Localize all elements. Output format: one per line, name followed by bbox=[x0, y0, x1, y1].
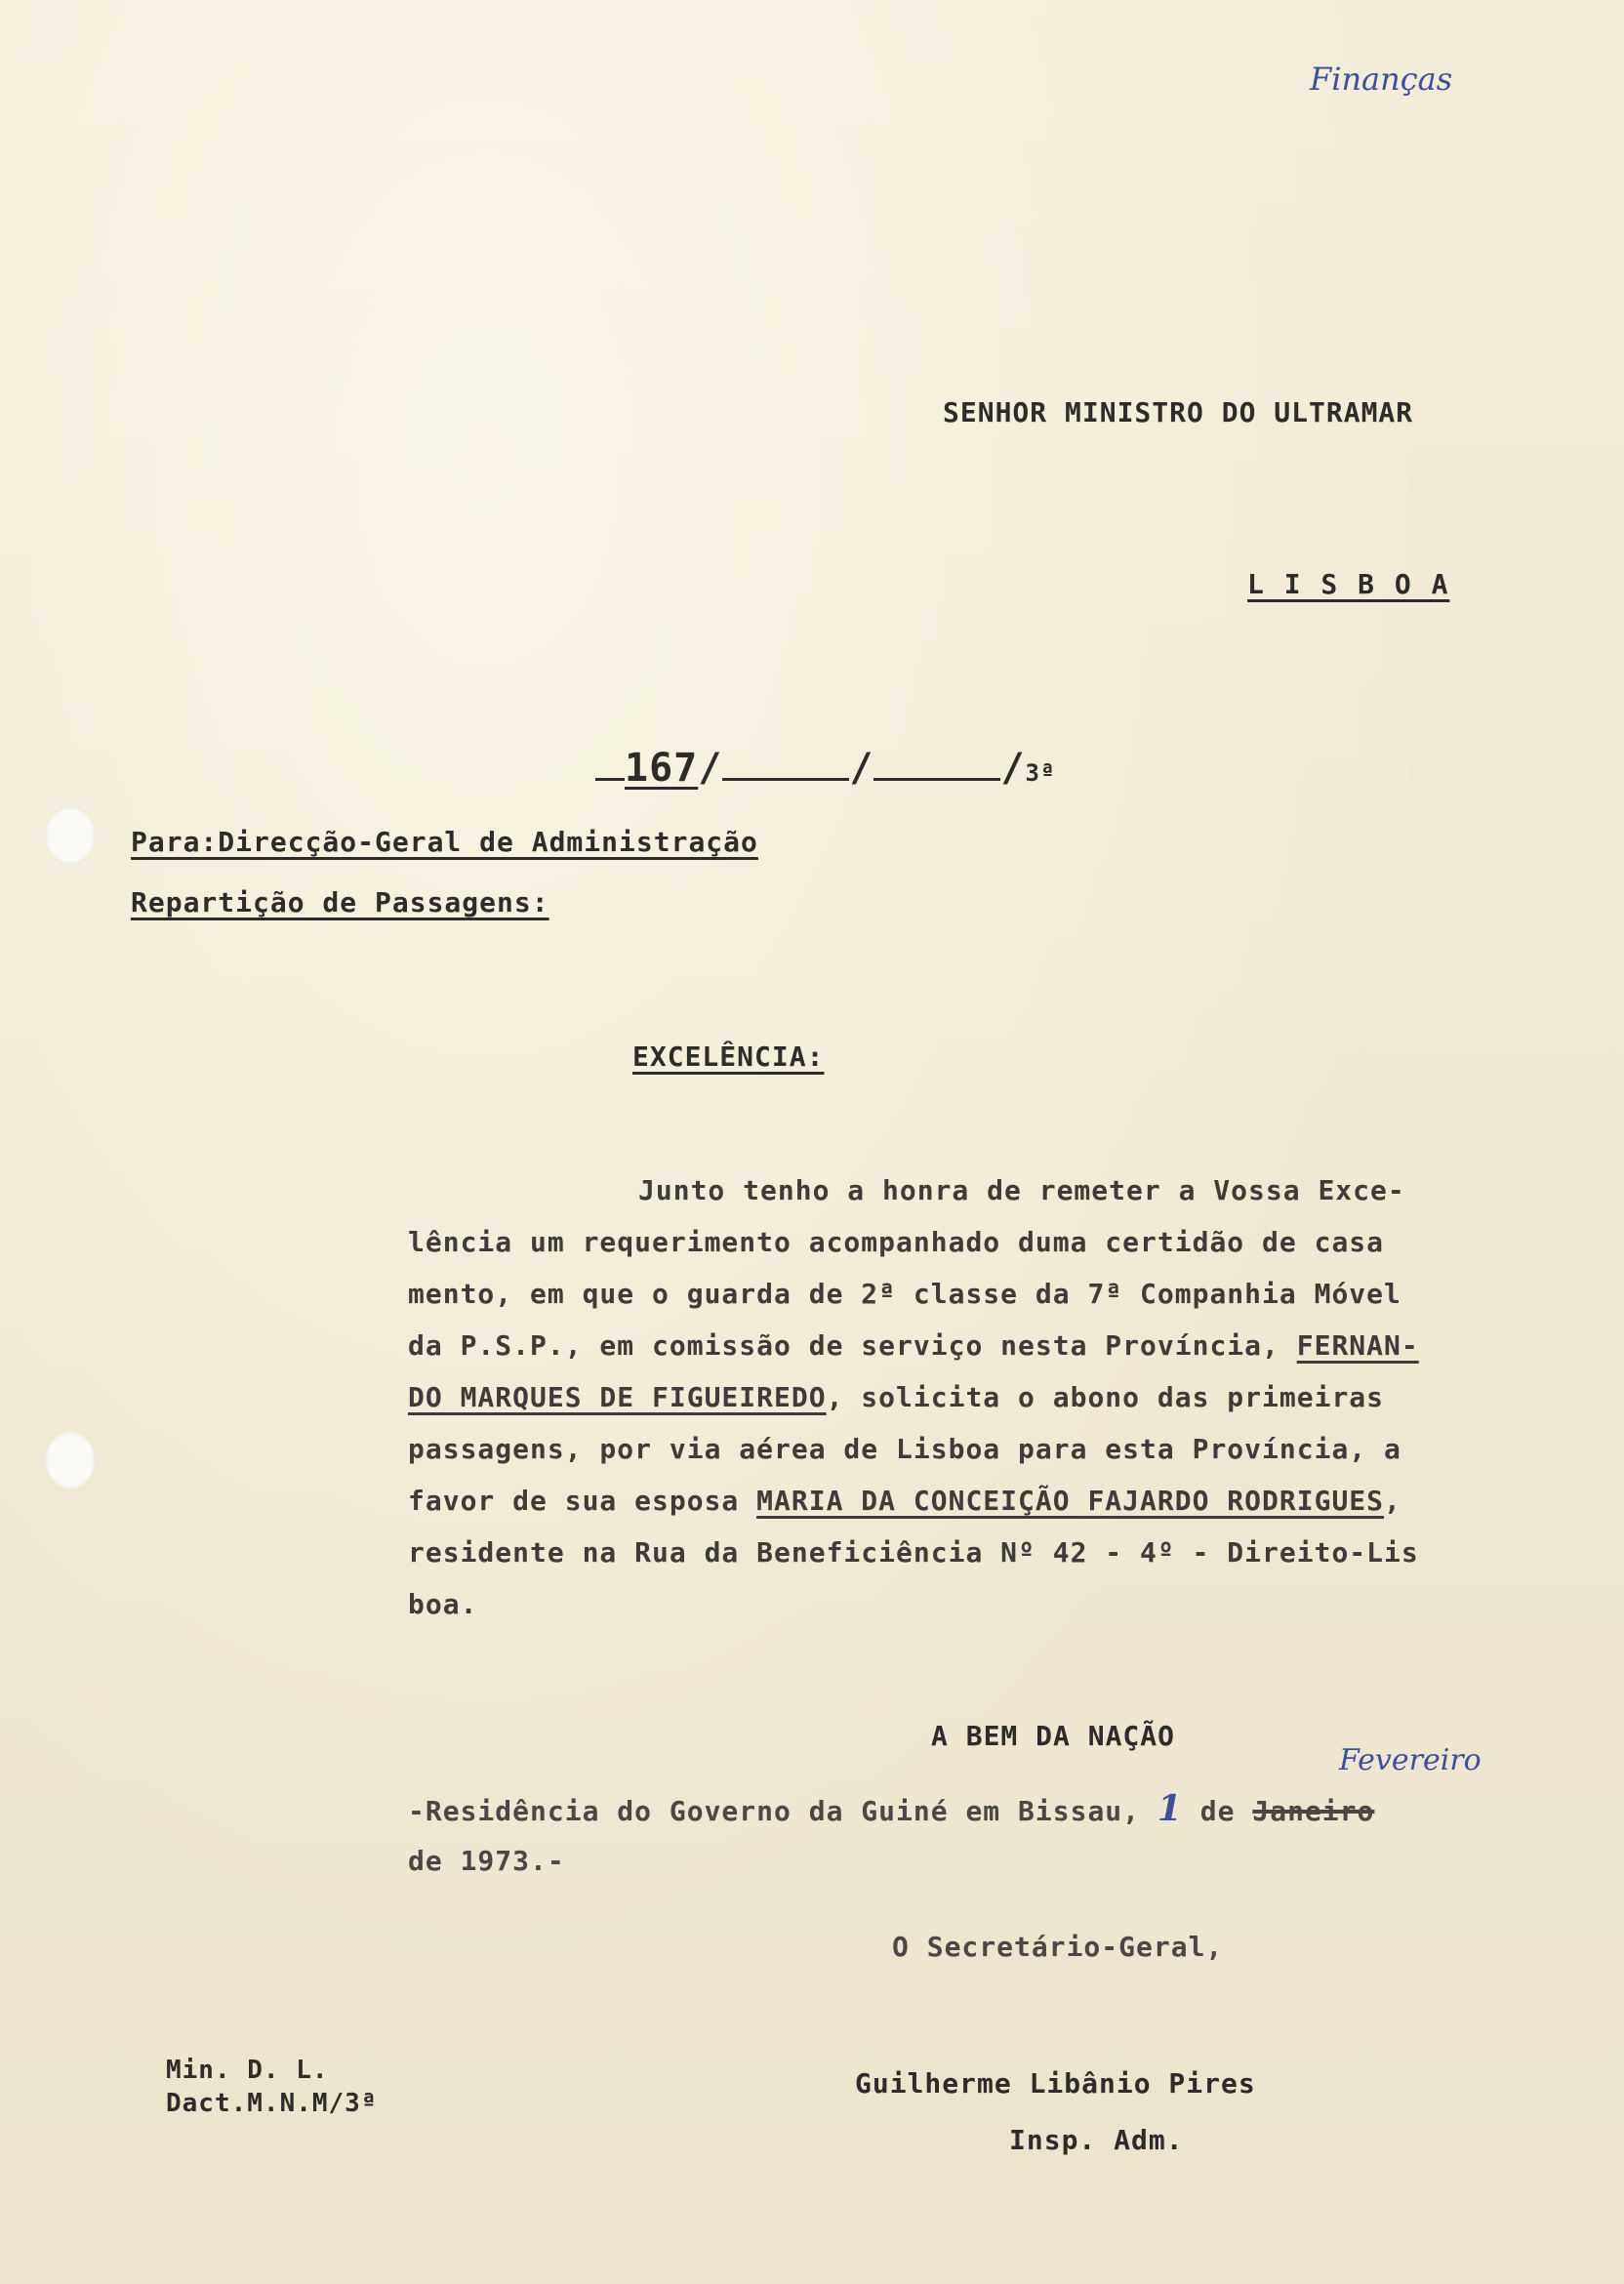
destination-line-1: Para:Direcção-Geral de Administração bbox=[131, 826, 758, 858]
person-name: DO MARQUES DE FIGUEIREDO bbox=[408, 1381, 827, 1413]
body-line bbox=[408, 1320, 1540, 1371]
salutation: EXCELÊNCIA: bbox=[632, 1040, 825, 1073]
footer-line-2: Dact.M.N.M/3ª bbox=[166, 2089, 378, 2118]
body-text: , bbox=[1384, 1485, 1401, 1517]
handwritten-day: 1 bbox=[1157, 1788, 1183, 1829]
reference-separator: / bbox=[1000, 746, 1026, 791]
closing-formula: A BEM DA NAÇÃO bbox=[931, 1720, 1176, 1752]
reference-separator: / bbox=[849, 746, 874, 791]
recipient-line: SENHOR MINISTRO DO ULTRAMAR bbox=[943, 396, 1414, 428]
reference-separator: / bbox=[698, 746, 723, 791]
body-line: Junto tenho a honra de remeter a Vossa Exce- bbox=[638, 1174, 1405, 1206]
footer-line-1: Min. D. L. bbox=[166, 2056, 329, 2085]
body-text: da P.S.P., em comissão de serviço nesta Província, bbox=[408, 1329, 1297, 1362]
date-year: de 1973.- bbox=[408, 1845, 565, 1877]
body-line: residente na Rua da Beneficiência Nº 42 - 4º - Direito-Lis bbox=[408, 1536, 1419, 1569]
body-line: mento, em que o guarda de 2ª classe da 7ª Companhia Móvel bbox=[408, 1278, 1401, 1310]
date-prefix: -Residência do Governo da Guiné em Bissau, bbox=[408, 1795, 1141, 1827]
recipient-city: L I S B O A bbox=[1247, 568, 1450, 600]
signatory-role: O Secretário-Geral, bbox=[892, 1931, 1224, 1963]
person-name: FERNAN- bbox=[1296, 1329, 1419, 1362]
reference-number-value: 167 bbox=[625, 746, 699, 791]
struck-month: Janeiro bbox=[1252, 1795, 1375, 1827]
body-text: , solicita o abono das primeiras bbox=[826, 1381, 1385, 1413]
body-paragraph bbox=[408, 1164, 1540, 1630]
date-de: de bbox=[1199, 1795, 1236, 1827]
punch-hole-bottom bbox=[45, 1431, 96, 1489]
reference-suffix: 3ª bbox=[1025, 759, 1056, 787]
body-line: passagens, por via aérea de Lisboa para esta Província, a bbox=[408, 1433, 1401, 1465]
body-line: boa. bbox=[408, 1588, 478, 1620]
body-line bbox=[408, 1475, 1540, 1527]
signatory-title: Insp. Adm. bbox=[1009, 2124, 1184, 2156]
date-line bbox=[408, 1788, 1374, 1829]
signatory-name: Guilherme Libânio Pires bbox=[855, 2067, 1256, 2100]
punch-hole-top bbox=[45, 806, 96, 865]
reference-number bbox=[595, 746, 1055, 791]
destination-line-2: Repartição de Passagens: bbox=[131, 886, 549, 918]
body-text: favor de sua esposa bbox=[408, 1485, 757, 1517]
spouse-name: MARIA DA CONCEIÇÃO FAJARDO RODRIGUES bbox=[756, 1485, 1385, 1517]
body-line: lência um requerimento acompanhado duma certidão de casa bbox=[408, 1226, 1385, 1258]
handwritten-annotation: Finanças bbox=[1310, 61, 1453, 98]
body-line bbox=[408, 1371, 1540, 1423]
handwritten-month: Fevereiro bbox=[1339, 1743, 1482, 1777]
